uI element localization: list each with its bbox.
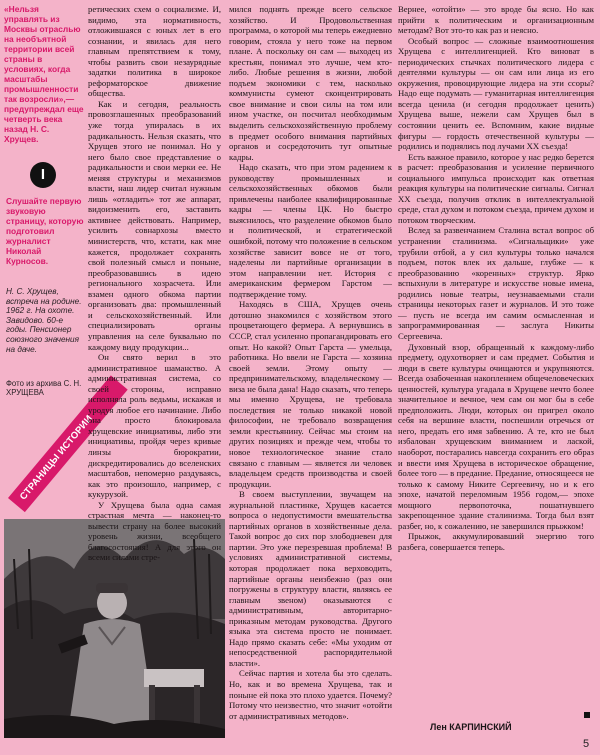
author-name: Лен КАРПИНСКИЙ [430, 722, 512, 732]
paragraph: ретических схем о социализме. И, видимо, эта нормативность, отложившаяся с юных лет в его сознании, и явилась для него главным препятствием к тому, чтобы развить свои незаурядные задатки политика в широкое реформаторское движение общества. [88, 4, 221, 99]
lead-quote: «Нельзя управлять из Москвы отраслью на необъятной территории всей страны в условиях, когда масштабы промышленности так возросли»,— предупреждал еще четверть века назад Н. С. Хрущев. [4, 4, 84, 144]
text-column-1 [88, 4, 221, 563]
paragraph: У Хрущева была одна самая страстная мечта — наконец-то вывести страну на более высокий уровень жизни, всеобщего благосостояния! А для этого он всеми силами стре- [88, 499, 221, 563]
rubric-label: СТРАНИЦЫ ИСТОРИИ [17, 413, 96, 503]
paragraph: Находясь в США, Хрущев очень дотошно знакомился с хозяйством этого процветающего фермера. А вернувшись в СССР, стал усиленно пропагандировать его опыт. Но какой? Опыт Гарста — умельца, работника. Но ввели не Гарста — хозяина своей земли. Этому опыту — предпринимательскому, владельческому — виза не была дана! Надо сказать, что теперь мы именно Хрущева, не требовала последствия не только никакой новой философии, не требовало возвращения земли крестьянину. Сейчас мы стоим на других позициях и прежде чем, чтобы то новое технологическое знание стало связано с главным — является ли человек владельцем средств производства и своей продукции. [229, 299, 392, 489]
page-number: 5 [583, 738, 590, 750]
paragraph: Как и сегодня, реальность провозглашенных преобразований уже тогда упиралась в их радикальность. Нельзя сказать, что Хрущев этого не понимал. Но у него было свое представление о радикальности и свои мерки ее. Не меняя структуры и механизмов власти, наш лидер считал нужным лишь «отладить» тот же аппарат, видоизменить его, заставить активнее действовать. Например, усилить совнархозы вместо министерств, что, кстати, как мне кажется, продолжает сохранять свой полезный смысл и поныне, преобразовавшись в идею регионального хозрасчета. Или взамен одного обкома партии организовать два: промышленный и сельскохозяйственный. Или специализировать органы управления на селе буквально по каждому виду продукции... [88, 98, 221, 352]
paragraph: Прыжок, аккумулировавший энергию того разбега, совершается теперь. [398, 531, 594, 552]
author-signature [430, 722, 580, 732]
recording-note: Слушайте первую звуковую страницу, которую подготовил журналист Николай Курносов. [6, 196, 84, 266]
record-badge: I [30, 162, 56, 188]
paragraph: В своем выступлении, звучащем на журнальной пластинке, Хрущев касается вопроса о недопустимости вмешательства партийных органов в хозяйственные дела. Такой вопрос до сих пор злободневен для партии. Это уже перезревшая проблема! В условиях административной системы, которая продолжает пока верховодить, партийные органы неизбежно (раз они погружены в структуру власти, являясь ее главным звеном) оказываются с административным, авторитарно-приказным методам руководства. Другого языка эта система просто не понимает. Надо прямо сказать себе: «Мы уходим от непосредственной распорядительной власти». [229, 489, 392, 668]
paragraph: Особый вопрос — сложные взаимоотношения Хрущева с интеллигенцией. Кто виноват в периодических стычках политического лидера с деятелями культуры — он сам или лица из его окружения, провоцирующие лидера на эти ссоры? Надо еще подумать — гуманитарная интеллигенция всегда ценила (и сегодня продолжает ценить) Хрущева выше, нежели сам Хрущев был в состоянии ценить ее. Вспомним, какие видные фигуры — гордость отечественной культуры — родились и поднялись под лучами ХХ съезда! [398, 35, 594, 152]
paragraph: мился поднять прежде всего сельское хозяйство. И Продовольственная программа, о которой мы теперь ежедневно говорим, стояла у него тоже на первом плане. А поскольку он сам — выходец из крестьян, понимал это лучше, чем кто-либо. Любые решения в жизни, любой подъем экономики с тем, насколько коммунисты сумеют сконцентрировать свое внимание и свои силы на том или ином участке, он посчитал необходимым выделить сельскохозяйственную проблему в предмет особого внимания партийных органов и сосредоточить тут опытные кадры. [229, 4, 392, 162]
paragraph: Сейчас партия и хотела бы это сделать. Но, как и во времена Хрущева, так и поныне ей пока это плохо удается. Почему? Потому что неизвестно, что значит «отойти от административных методов». [229, 668, 392, 721]
text-column-2 [229, 4, 392, 742]
paragraph: Есть важное правило, которое у нас редко берется в расчет: преобразования и усиление первичного социального импульса происходит как ответная реакция культуры на политические сигналы. Сигнал ХХ съезда, получив отклик в интеллектуальной среде, стал духом и потоком съезда, причем духом и потоком творческим. [398, 151, 594, 225]
paragraph: Вслед за развенчанием Сталина встал вопрос об устранении сталинизма. «Сигнальщики» уже трубили отбой, а у сил культуры только началcя подъем, поток влек их дальше, глубже — к преобразованию «коренных» структур. Ярко вспыхнули в литературе и искусстве новые имена, родились новые театры, неузнаваемыми стали страницы некоторых газет и журналов. И это тоже — пусть не всегда им самим осмысленная и запрограммированная — заслуга Никиты Сергеевича. [398, 225, 594, 341]
paragraph: Духовный взор, обращенный к каждому-либо предмету, одухотворяет и сам предмет. События и люди в свете культуры очищаются и укрупняются. Всегда озабоченная накоплением общечеловеческих ценностей, культура угадала в Хрущеве нечто более значительное и вечное, чем сам он мог бы в себе предположить. Люди, которых он пригрел около себя на вершине власти, поспешили отречься от него, предать его имя забвению. А те, кто не был избалован хрущевским вниманием и лаской, наоборот, постарались навсегда сохранить его образ и ввести имя Хрущева в историческое обращение, более того — в предание. Предание, относящееся не только к самому Никите Сергеевичу, но и к его эпохе, начатой переломным 1956 годом,— эпохе мощного первопоточка, пошатнувшего закрепощенное здание сталинизма. Тогда был взят разбег, но, к сожалению, не завершился прыжком! [398, 341, 594, 531]
paragraph: Вернее, «отойти» — это вроде бы ясно. Но как прийти к политическим и организационным методам? Вот это-то как раз и неясно. [398, 4, 594, 36]
photo-caption: Н. С. Хрущев, встреча на родине. 1962 г. На охоте. Завидово. 60-е годы. Пенсионер союзного значения на даче. [6, 287, 82, 354]
text-column-3 [398, 4, 594, 719]
paragraph: Он свято верил в это административное шаманство. А административная система, со своей стороны, исправно исполняла роль ведьмы, искажая и уродуя любое его начинание. Либо она просто блокировала хрущевские инициативы, либо эти инициативы, пройдя через кривые линзы бюрократии, дискредитировались до вселенских масштабов, непомерно раздуваясь, как это произошло, например, с кукурузой. [88, 352, 221, 500]
end-mark-icon [584, 712, 590, 718]
rubric-ribbon [0, 380, 100, 510]
paragraph: Надо сказать, что при этом радением к руководству промышленных и сельскохозяйственных обкомов были привлечены наиболее квалифицированные кадры — члены ЦК. Но быстро выяснилось, что разделение обкомов было и политической, и стратегической ошибкой, потому что положение в сельском хозяйстве зависит вовсе не от того, наделены ли партийные организации в этом направлении нет. История с американским фермером Гарстом — подтверждение тому. [229, 162, 392, 299]
photo-credit: Фото из архива С. Н. ХРУЩЕВА [6, 379, 82, 398]
